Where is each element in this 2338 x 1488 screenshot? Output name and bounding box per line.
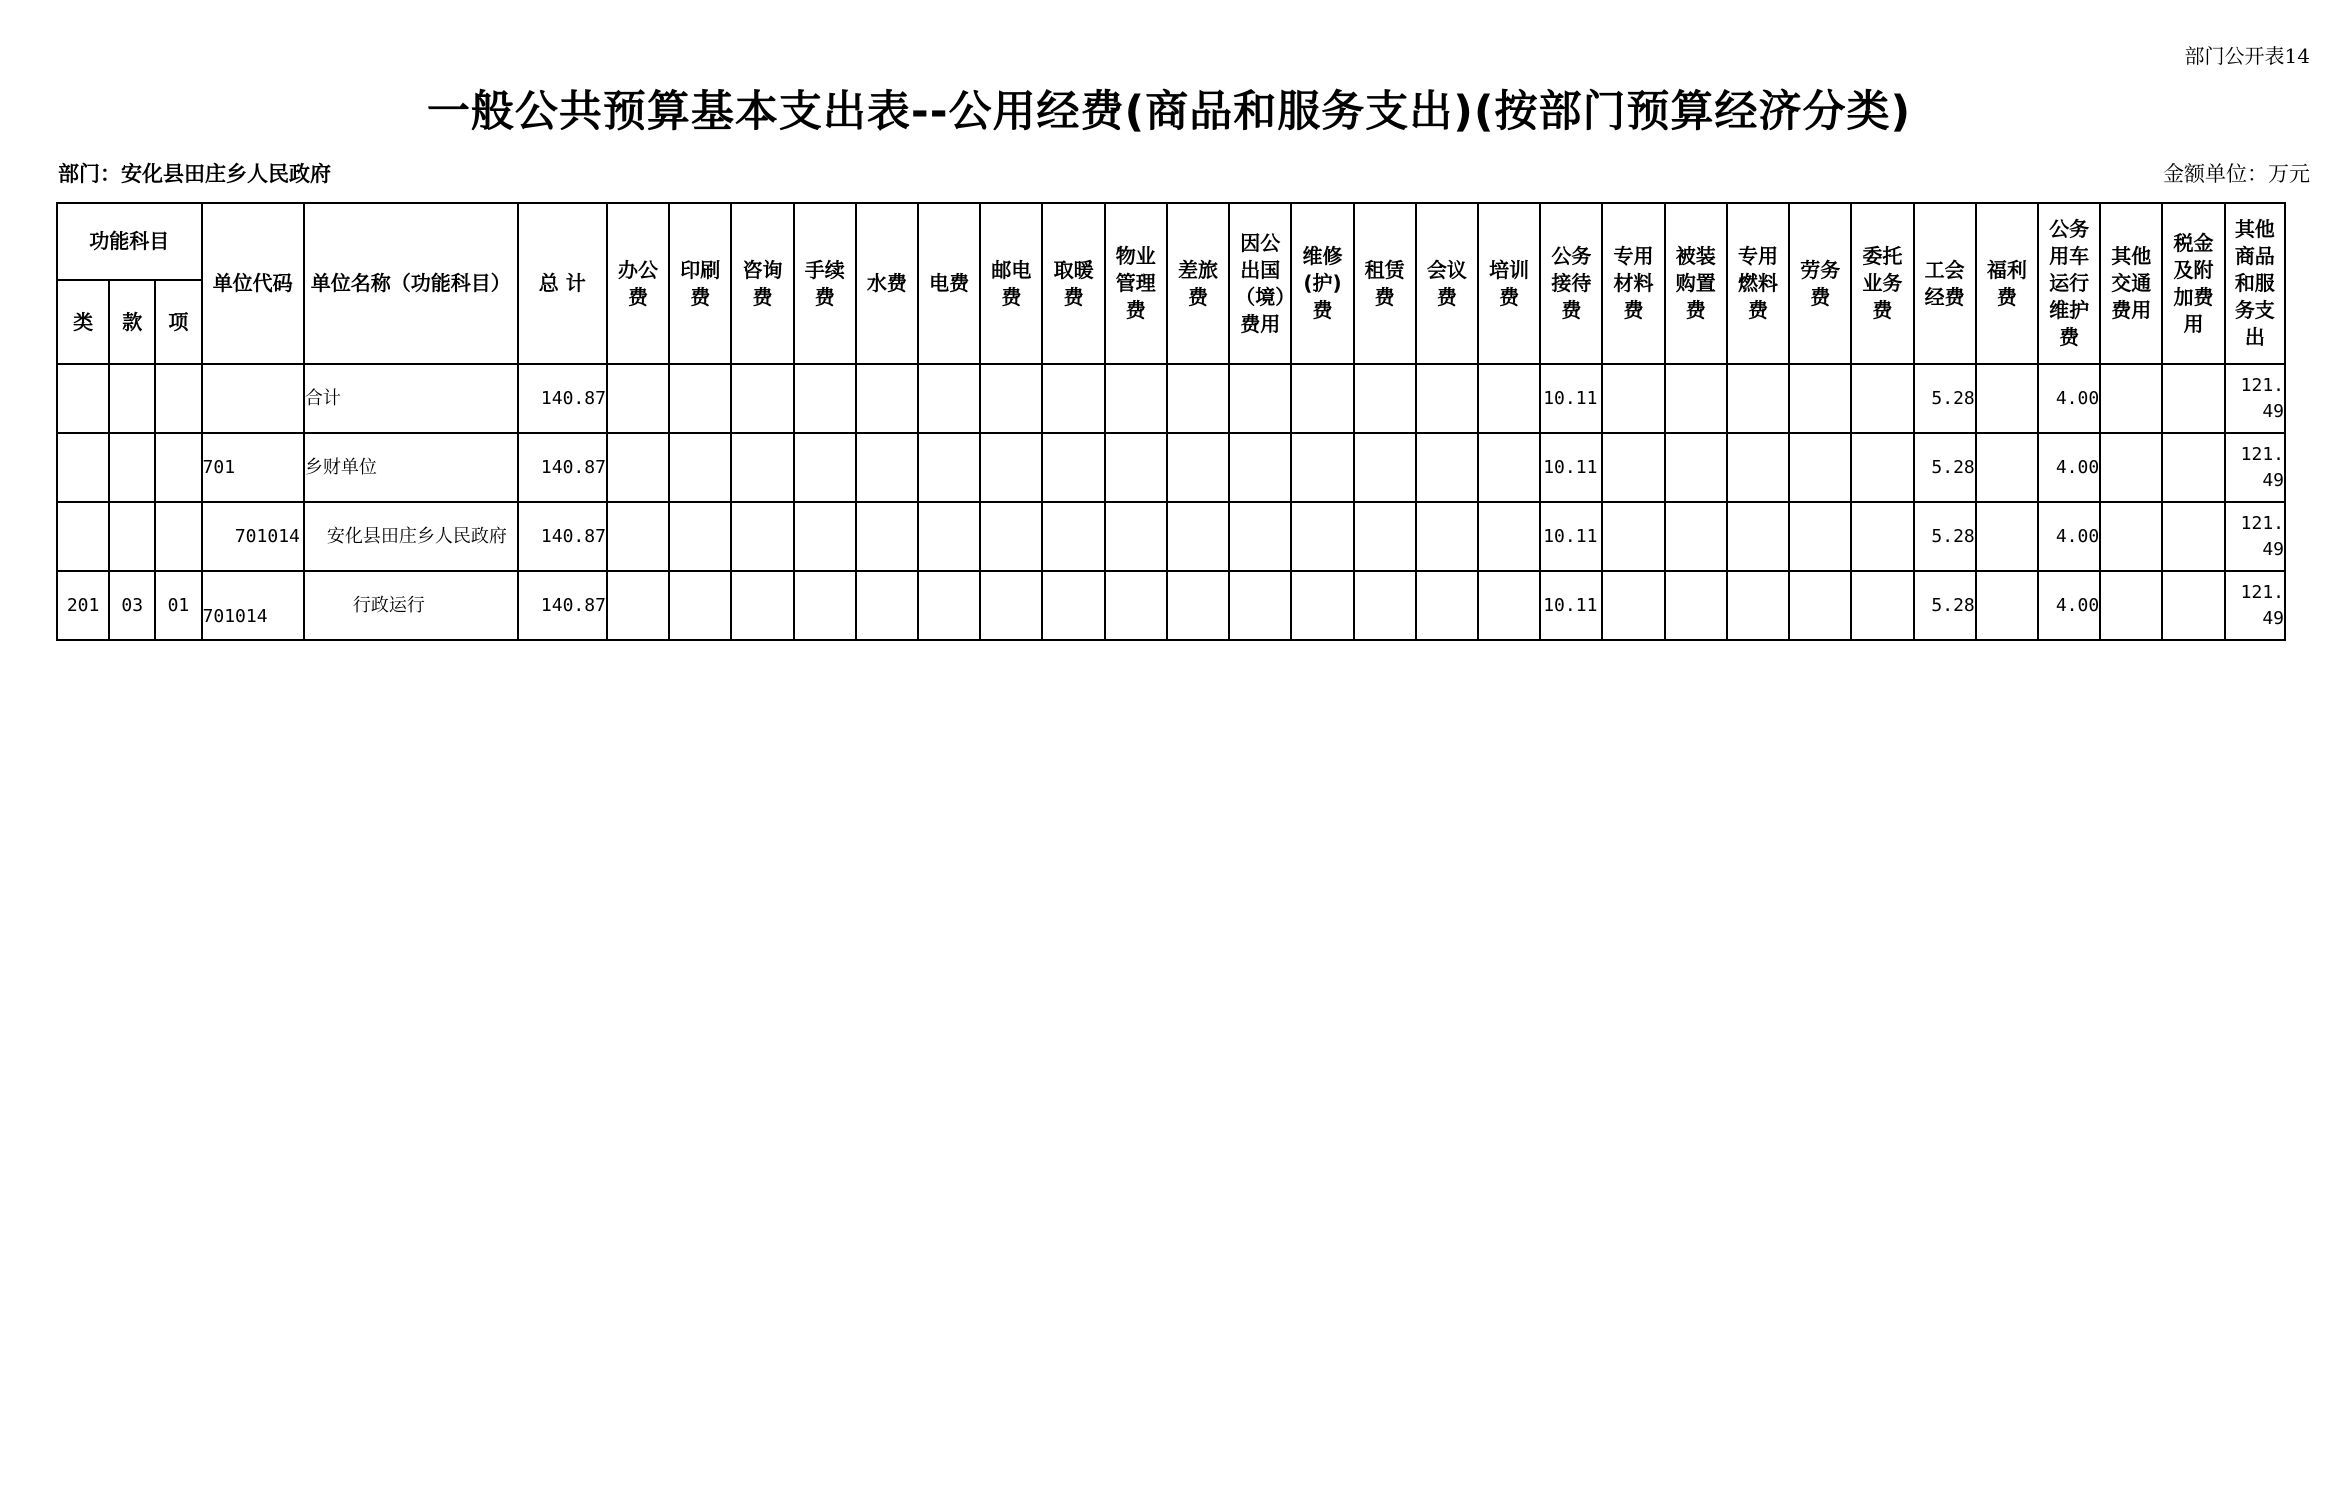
cell-empty bbox=[1167, 433, 1229, 502]
page-title: 一般公共预算基本支出表--公用经费(商品和服务支出)(按部门预算经济分类) bbox=[426, 87, 1912, 137]
header-repair: 维修(护)费 bbox=[1291, 203, 1353, 364]
header-reception: 公务接待费 bbox=[1540, 203, 1602, 364]
cell-empty bbox=[669, 571, 731, 640]
cell-empty bbox=[1354, 502, 1416, 571]
header-lei: 类 bbox=[57, 280, 109, 364]
cell-reception: 10.11 bbox=[1540, 571, 1602, 640]
cell-official-car: 4.00 bbox=[2038, 571, 2100, 640]
cell-empty bbox=[1167, 364, 1229, 433]
cell-empty bbox=[1354, 571, 1416, 640]
cell-empty bbox=[2162, 571, 2224, 640]
cell-empty bbox=[1602, 364, 1664, 433]
header-rent: 租赁费 bbox=[1354, 203, 1416, 364]
table-row bbox=[57, 571, 2285, 640]
cell-empty bbox=[731, 502, 793, 571]
cell-kuan bbox=[109, 502, 155, 571]
header-official-car: 公务用车运行维护费 bbox=[2038, 203, 2100, 364]
cell-kuan bbox=[109, 433, 155, 502]
cell-unit-code: 701014 bbox=[202, 502, 304, 571]
cell-empty bbox=[1665, 364, 1727, 433]
header-total: 总 计 bbox=[518, 203, 607, 364]
cell-empty bbox=[1042, 571, 1104, 640]
cell-empty bbox=[731, 364, 793, 433]
header-labor: 劳务费 bbox=[1789, 203, 1851, 364]
cell-empty bbox=[1167, 571, 1229, 640]
table-number: 部门公开表14 bbox=[2184, 44, 2310, 68]
header-training: 培训费 bbox=[1478, 203, 1540, 364]
header-travel: 差旅费 bbox=[1167, 203, 1229, 364]
cell-lei bbox=[57, 364, 109, 433]
cell-official-car: 4.00 bbox=[2038, 433, 2100, 502]
cell-empty bbox=[2162, 364, 2224, 433]
header-func-subject: 功能科目 bbox=[57, 203, 202, 280]
cell-lei bbox=[57, 433, 109, 502]
cell-empty bbox=[2162, 502, 2224, 571]
header-other-goods: 其他商品和服务支出 bbox=[2225, 203, 2285, 364]
cell-empty bbox=[669, 433, 731, 502]
cell-unit-name: 合计 bbox=[304, 364, 518, 433]
cell-empty bbox=[1665, 571, 1727, 640]
cell-empty bbox=[1416, 364, 1478, 433]
cell-unit-name: 行政运行 bbox=[304, 571, 518, 640]
cell-xiang: 01 bbox=[155, 571, 201, 640]
cell-lei: 201 bbox=[57, 571, 109, 640]
cell-other-goods-line1: 121. bbox=[2240, 443, 2284, 465]
cell-empty bbox=[669, 364, 731, 433]
cell-union: 5.28 bbox=[1914, 571, 1976, 640]
cell-empty bbox=[856, 364, 918, 433]
header-unit-name: 单位名称（功能科目） bbox=[304, 203, 518, 364]
cell-empty bbox=[2100, 571, 2162, 640]
cell-empty bbox=[1665, 433, 1727, 502]
cell-empty bbox=[794, 364, 856, 433]
cell-empty bbox=[1478, 571, 1540, 640]
cell-other-goods-line2: 49 bbox=[2262, 607, 2284, 629]
cell-empty bbox=[1105, 364, 1167, 433]
cell-unit-name: 安化县田庄乡人民政府 bbox=[304, 502, 518, 571]
cell-empty bbox=[2100, 502, 2162, 571]
cell-empty bbox=[2100, 364, 2162, 433]
cell-other-goods bbox=[2225, 364, 2285, 433]
header-entrusted: 委托业务费 bbox=[1851, 203, 1913, 364]
cell-empty bbox=[1851, 364, 1913, 433]
cell-other-goods-line2: 49 bbox=[2262, 469, 2284, 491]
cell-unit-code: 701014 bbox=[202, 571, 304, 640]
cell-empty bbox=[794, 571, 856, 640]
header-property: 物业管理费 bbox=[1105, 203, 1167, 364]
cell-empty bbox=[2100, 433, 2162, 502]
cell-empty bbox=[1478, 364, 1540, 433]
cell-empty bbox=[731, 571, 793, 640]
header-uniform: 被装购置费 bbox=[1665, 203, 1727, 364]
cell-reception: 10.11 bbox=[1540, 364, 1602, 433]
cell-empty bbox=[1602, 433, 1664, 502]
header-special-material: 专用材料费 bbox=[1602, 203, 1664, 364]
header-kuan: 款 bbox=[109, 280, 155, 364]
cell-empty bbox=[1976, 502, 2038, 571]
cell-total: 140.87 bbox=[518, 571, 607, 640]
cell-empty bbox=[1042, 502, 1104, 571]
header-other-transport: 其他交通费用 bbox=[2100, 203, 2162, 364]
cell-empty bbox=[2162, 433, 2224, 502]
cell-empty bbox=[980, 433, 1042, 502]
cell-empty bbox=[1478, 502, 1540, 571]
header-unit-code: 单位代码 bbox=[202, 203, 304, 364]
cell-empty bbox=[1291, 433, 1353, 502]
cell-empty bbox=[1105, 502, 1167, 571]
cell-empty bbox=[1727, 364, 1789, 433]
cell-empty bbox=[1105, 433, 1167, 502]
cell-union: 5.28 bbox=[1914, 433, 1976, 502]
cell-empty bbox=[1851, 502, 1913, 571]
cell-other-goods-line2: 49 bbox=[2262, 538, 2284, 560]
cell-empty bbox=[1789, 571, 1851, 640]
cell-empty bbox=[1789, 433, 1851, 502]
header-printing: 印刷费 bbox=[669, 203, 731, 364]
cell-unit-code: 701 bbox=[202, 433, 304, 502]
expenditure-table bbox=[56, 202, 2286, 641]
header-water: 水费 bbox=[856, 203, 918, 364]
cell-empty bbox=[1229, 364, 1291, 433]
cell-empty bbox=[980, 364, 1042, 433]
cell-lei bbox=[57, 502, 109, 571]
header-office: 办公费 bbox=[607, 203, 669, 364]
cell-empty bbox=[1727, 433, 1789, 502]
cell-empty bbox=[856, 433, 918, 502]
cell-reception: 10.11 bbox=[1540, 502, 1602, 571]
cell-empty bbox=[607, 364, 669, 433]
cell-empty bbox=[1416, 571, 1478, 640]
cell-empty bbox=[794, 502, 856, 571]
cell-empty bbox=[1167, 502, 1229, 571]
cell-empty bbox=[1851, 433, 1913, 502]
cell-xiang bbox=[155, 502, 201, 571]
cell-total: 140.87 bbox=[518, 364, 607, 433]
header-meeting: 会议费 bbox=[1416, 203, 1478, 364]
header-heating: 取暖费 bbox=[1042, 203, 1104, 364]
cell-empty bbox=[607, 502, 669, 571]
cell-xiang bbox=[155, 433, 201, 502]
cell-unit-code bbox=[202, 364, 304, 433]
cell-total: 140.87 bbox=[518, 502, 607, 571]
cell-empty bbox=[1851, 571, 1913, 640]
cell-empty bbox=[1291, 571, 1353, 640]
cell-empty bbox=[1478, 433, 1540, 502]
cell-empty bbox=[1602, 502, 1664, 571]
cell-empty bbox=[918, 364, 980, 433]
header-special-fuel: 专用燃料费 bbox=[1727, 203, 1789, 364]
header-xiang: 项 bbox=[155, 280, 201, 364]
cell-empty bbox=[1042, 433, 1104, 502]
cell-union: 5.28 bbox=[1914, 364, 1976, 433]
cell-empty bbox=[1229, 433, 1291, 502]
cell-other-goods-line1: 121. bbox=[2240, 374, 2284, 396]
cell-empty bbox=[1291, 502, 1353, 571]
cell-reception: 10.11 bbox=[1540, 433, 1602, 502]
cell-empty bbox=[1976, 364, 2038, 433]
cell-empty bbox=[1229, 502, 1291, 571]
header-union: 工会经费 bbox=[1914, 203, 1976, 364]
cell-unit-name: 乡财单位 bbox=[304, 433, 518, 502]
cell-empty bbox=[1105, 571, 1167, 640]
header-handling: 手续费 bbox=[794, 203, 856, 364]
department-label: 部门：安化县田庄乡人民政府 bbox=[58, 162, 331, 186]
cell-empty bbox=[1416, 433, 1478, 502]
cell-empty bbox=[1354, 364, 1416, 433]
cell-empty bbox=[1229, 571, 1291, 640]
header-post: 邮电费 bbox=[980, 203, 1042, 364]
cell-other-goods-line1: 121. bbox=[2240, 512, 2284, 534]
cell-total: 140.87 bbox=[518, 433, 607, 502]
cell-empty bbox=[918, 502, 980, 571]
cell-empty bbox=[1727, 502, 1789, 571]
header-electricity: 电费 bbox=[918, 203, 980, 364]
cell-empty bbox=[607, 433, 669, 502]
cell-official-car: 4.00 bbox=[2038, 364, 2100, 433]
cell-empty bbox=[1727, 571, 1789, 640]
cell-empty bbox=[856, 571, 918, 640]
cell-xiang bbox=[155, 364, 201, 433]
cell-other-goods bbox=[2225, 502, 2285, 571]
cell-empty bbox=[1354, 433, 1416, 502]
cell-empty bbox=[980, 571, 1042, 640]
header-welfare: 福利费 bbox=[1976, 203, 2038, 364]
cell-empty bbox=[731, 433, 793, 502]
header-abroad: 因公出国（境）费用 bbox=[1229, 203, 1291, 364]
cell-empty bbox=[980, 502, 1042, 571]
cell-union: 5.28 bbox=[1914, 502, 1976, 571]
cell-empty bbox=[1665, 502, 1727, 571]
header-consulting: 咨询费 bbox=[731, 203, 793, 364]
cell-kuan: 03 bbox=[109, 571, 155, 640]
cell-empty bbox=[669, 502, 731, 571]
cell-other-goods-line2: 49 bbox=[2262, 400, 2284, 422]
cell-other-goods bbox=[2225, 571, 2285, 640]
cell-empty bbox=[1789, 364, 1851, 433]
cell-empty bbox=[794, 433, 856, 502]
cell-other-goods bbox=[2225, 433, 2285, 502]
cell-empty bbox=[1291, 364, 1353, 433]
cell-empty bbox=[1976, 433, 2038, 502]
cell-empty bbox=[607, 571, 669, 640]
cell-empty bbox=[856, 502, 918, 571]
cell-other-goods-line1: 121. bbox=[2240, 581, 2284, 603]
cell-empty bbox=[1789, 502, 1851, 571]
cell-empty bbox=[918, 433, 980, 502]
cell-empty bbox=[1602, 571, 1664, 640]
table-row bbox=[57, 364, 2285, 433]
cell-empty bbox=[1416, 502, 1478, 571]
cell-empty bbox=[1042, 364, 1104, 433]
cell-empty bbox=[1976, 571, 2038, 640]
cell-kuan bbox=[109, 364, 155, 433]
table-row bbox=[57, 502, 2285, 571]
cell-empty bbox=[918, 571, 980, 640]
table-row bbox=[57, 433, 2285, 502]
amount-unit-label: 金额单位：万元 bbox=[2163, 162, 2310, 186]
cell-official-car: 4.00 bbox=[2038, 502, 2100, 571]
header-tax: 税金及附加费用 bbox=[2162, 203, 2224, 364]
